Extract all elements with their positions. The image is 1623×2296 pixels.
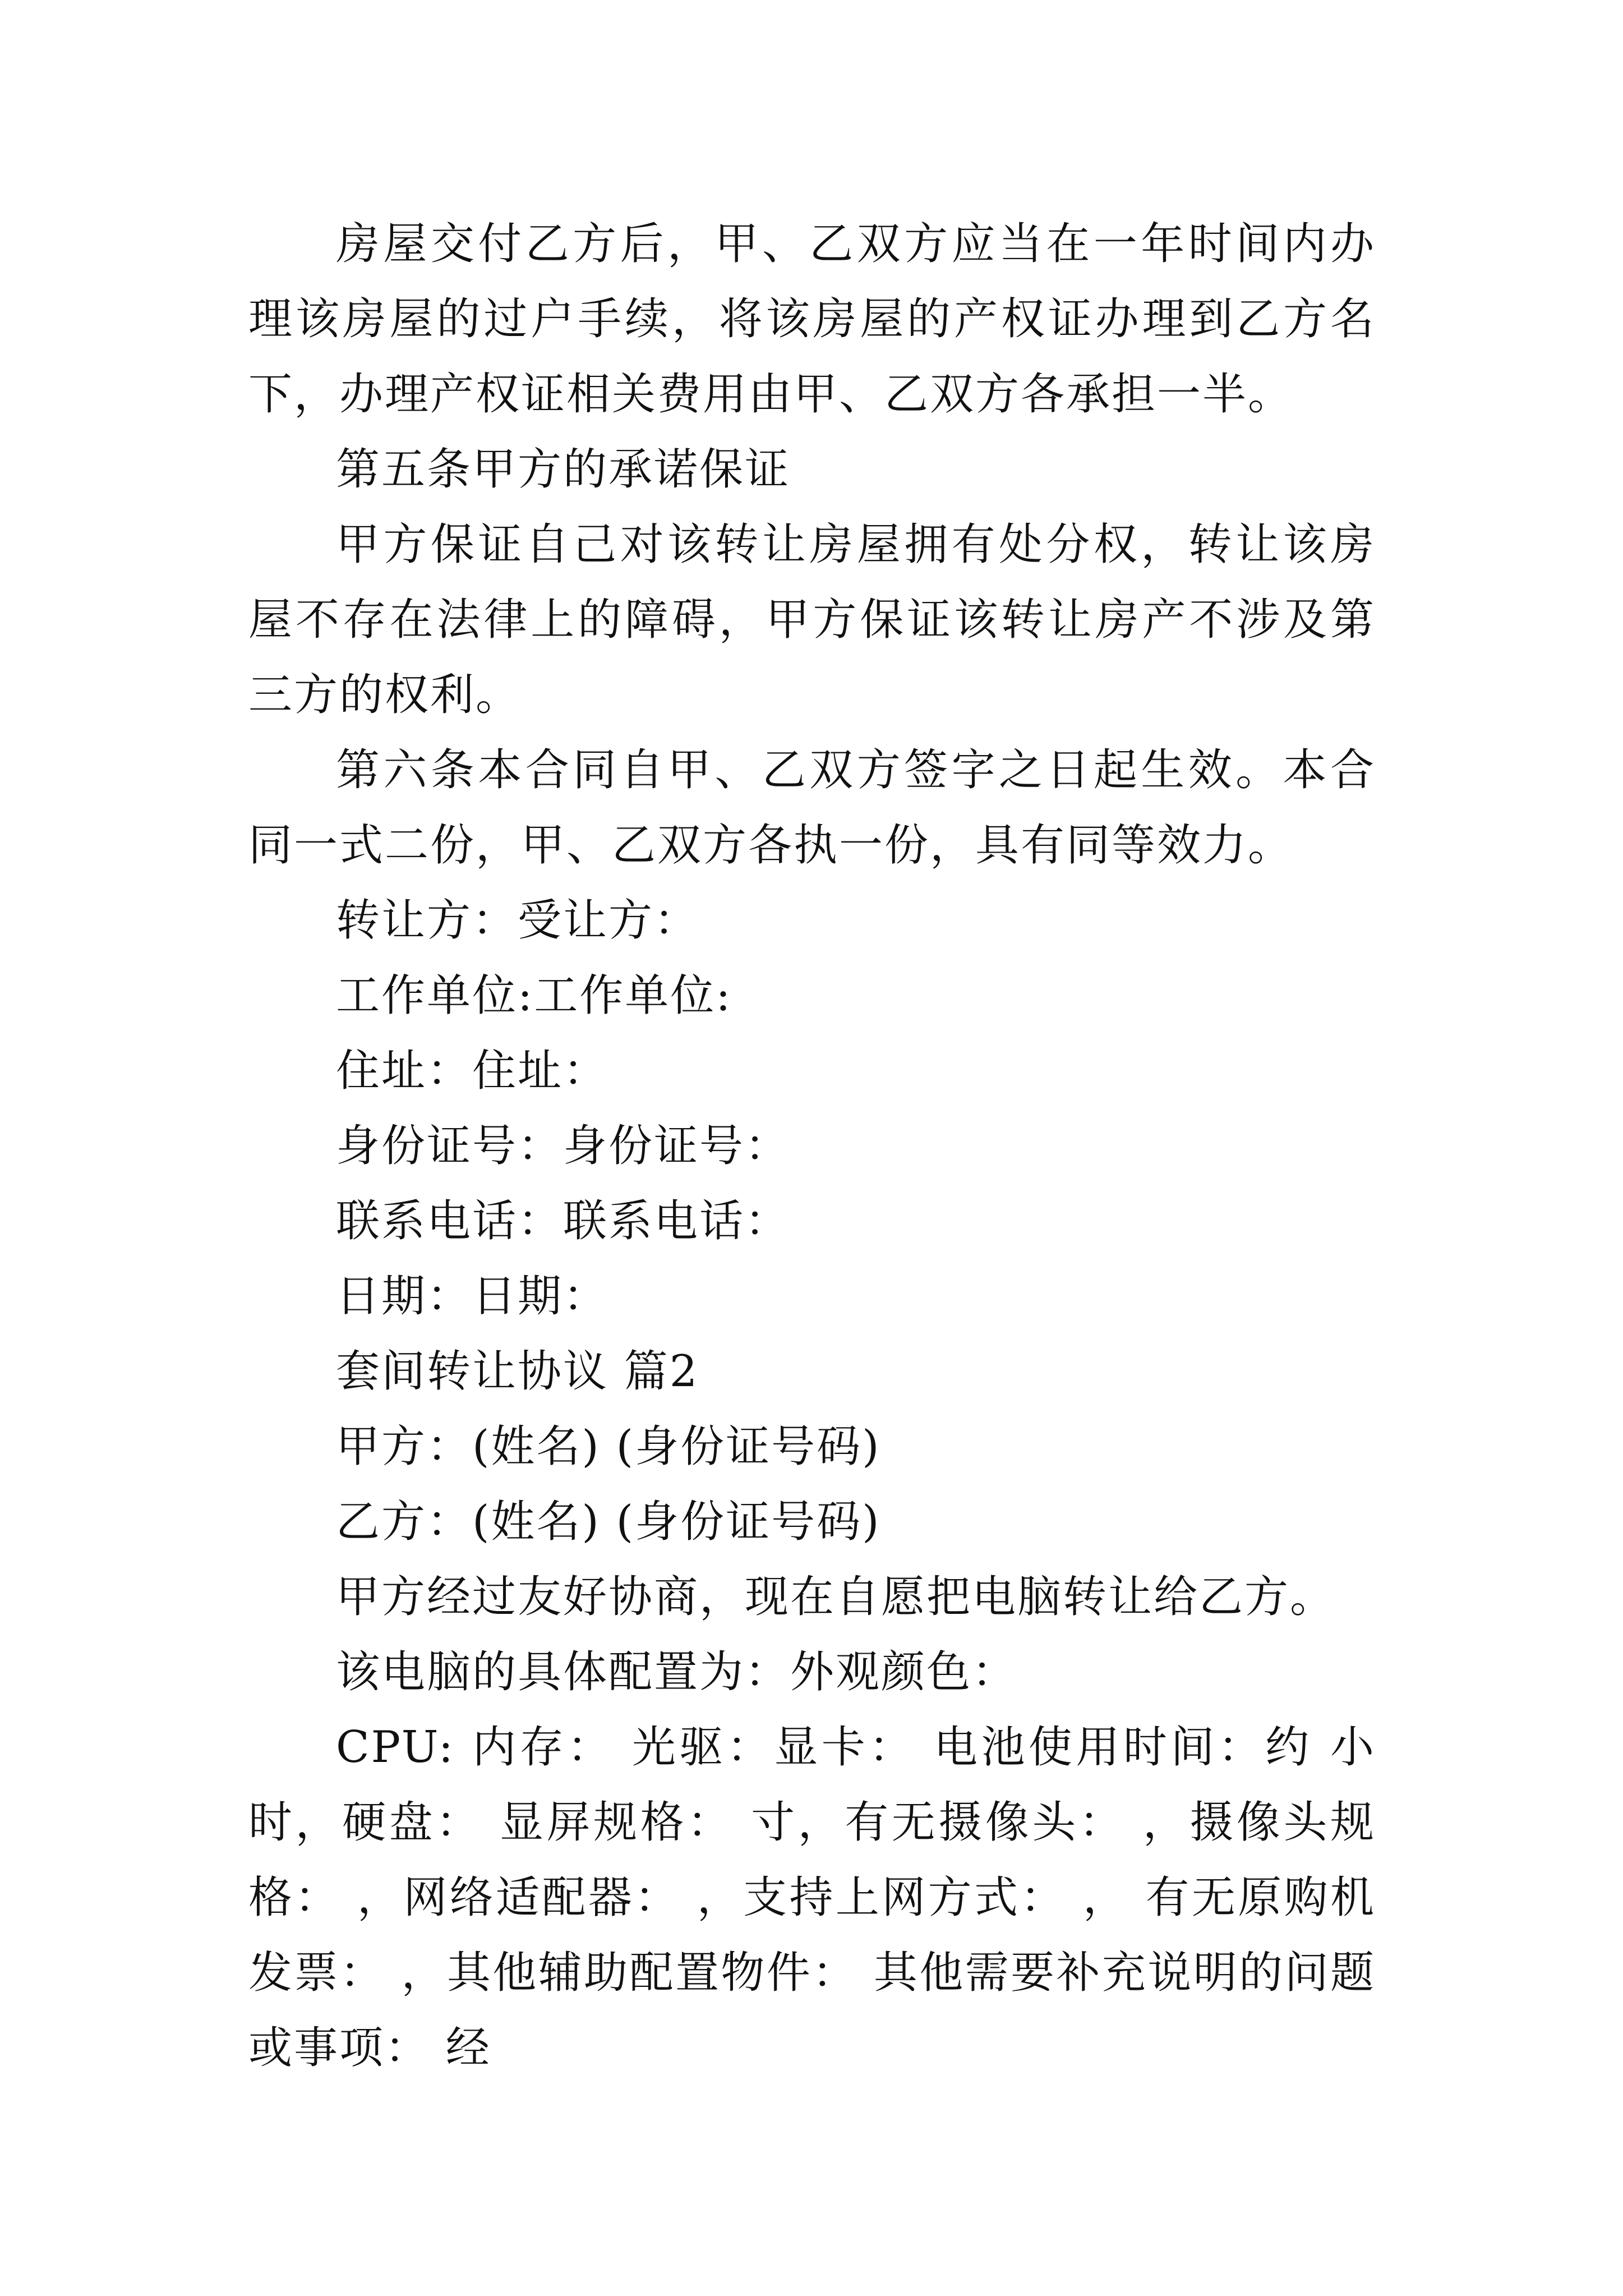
paragraph-handover-transfer: 房屋交付乙方后，甲、乙双方应当在一年时间内办理该房屋的过户手续，将该房屋的产权证办理到乙方名下，办理产权证相关费用由甲、乙双方各承担一半。 <box>248 219 1376 420</box>
paragraph-work-unit: 工作单位:工作单位: <box>336 970 732 1021</box>
paragraph-computer-specs: CPU: 内存： 光驱：显卡： 电池使用时间：约 小时，硬盘： 显屏规格： 寸，有无摄像头： ，摄像头规格： ，网络适配器： ，支持上网方式： ， 有无原购机发票： ，其他辅助配置物件： 其他需要补充说明的问题或事项： 经 <box>248 1722 1376 2073</box>
paragraph-address: 住址：住址： <box>336 1046 609 1096</box>
paragraph-agreement-title-2: 套间转让协议 篇2 <box>336 1346 699 1397</box>
document-body <box>248 206 1376 2086</box>
paragraph-article-5-title: 第五条甲方的承诺保证 <box>336 444 791 495</box>
paragraph-article-6-effect: 第六条本合同自甲、乙双方签字之日起生效。本合同一式二份，甲、乙双方各执一份，具有同等效力。 <box>248 745 1376 871</box>
paragraph-phone: 联系电话：联系电话： <box>336 1196 791 1246</box>
paragraph-date: 日期：日期： <box>336 1271 609 1322</box>
paragraph-transferor-transferee: 转让方：受让方： <box>336 895 700 946</box>
paragraph-id-number: 身份证号：身份证号： <box>336 1121 791 1171</box>
paragraph-party-a: 甲方：(姓名) (身份证号码) <box>336 1421 881 1472</box>
paragraph-computer-transfer: 甲方经过友好协商，现在自愿把电脑转让给乙方。 <box>336 1572 1336 1622</box>
paragraph-computer-config: 该电脑的具体配置为：外观颜色： <box>336 1647 1018 1697</box>
paragraph-party-b: 乙方：(姓名) (身份证号码) <box>336 1497 881 1547</box>
paragraph-party-a-guarantee: 甲方保证自己对该转让房屋拥有处分权，转让该房屋不存在法律上的障碍，甲方保证该转让房产不涉及第三方的权利。 <box>248 519 1376 720</box>
